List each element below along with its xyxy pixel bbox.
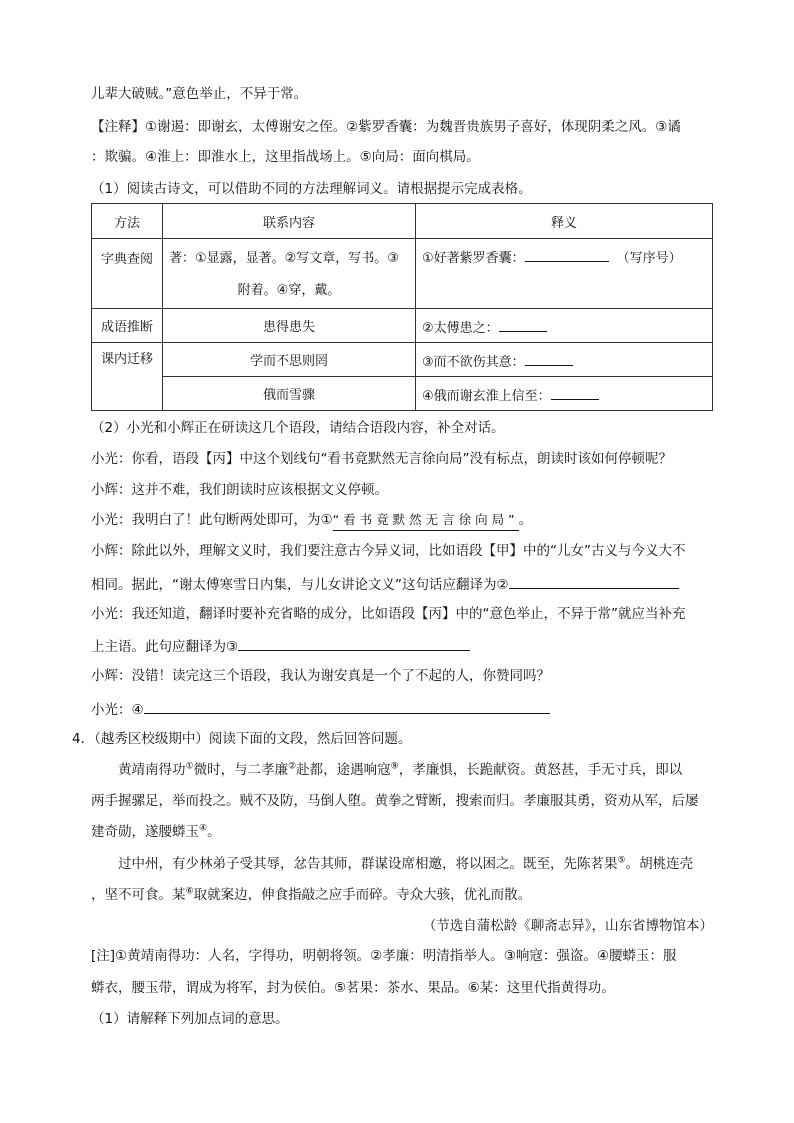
passage-continuation: 儿辈大破贼。”意色举止，不异于常。 [91, 86, 308, 102]
passage-text: 赴都，途遇响寇 [296, 762, 391, 778]
passage-text: 。 [207, 824, 221, 840]
answer-blank-3[interactable] [238, 635, 470, 651]
underlined-quote: “看书竟默然无言徐向局” [333, 510, 519, 531]
question-4-title: 4．（越秀区校级期中）阅读下面的文段，然后回答问题。 [72, 731, 412, 747]
answer-blank[interactable] [551, 384, 599, 400]
passage-source: （节选自蒲松龄《聊斋志异》，山东省博物馆本） [422, 918, 713, 934]
table-header-row [92, 204, 713, 239]
vocabulary-table [91, 203, 713, 411]
answer-label: ④俄而谢玄淮上信至： [422, 388, 551, 404]
passage-text: 取就案边，伸食指敲之应手而碎。寺众大骇，优礼而散。 [193, 887, 532, 903]
question-2-prompt: （2）小光和小辉正在研读这几个语段，请结合语段内容，补全对话。 [91, 420, 505, 436]
dialog-text: 小光：④ [91, 702, 144, 718]
note-mark: ⑥ [185, 886, 194, 897]
answer-cell [416, 377, 713, 411]
table-row [92, 309, 713, 343]
dialog-line: 小光：我还知道，翻译时要补充省略的成分，比如语段【丙】中的“意色举止，不异于常”就应当补充 [91, 606, 686, 622]
method-dictionary: 字典查阅 [92, 239, 163, 309]
answer-label: ①好著紫罗香囊： [422, 251, 525, 266]
dialog-line: 小辉：没错！读完这三个语段，我认为谢安真是一个了不起的人，你赞同吗？ [91, 668, 550, 684]
passage-line [91, 822, 221, 842]
question-1-prompt: （1）阅读古诗文，可以借助不同的方法理解词义。请根据提示完成表格。 [91, 181, 532, 197]
dialog-line [91, 635, 470, 657]
dialog-line: 小光：你看，语段【丙】中这个划线句“看书竟默然无言徐向局”没有标点，朗读时该如何停顿呢？ [91, 451, 672, 467]
content-cell: 学而不思则罔 [163, 343, 416, 377]
dialog-line [91, 510, 532, 531]
content-line-a: 著：①显露，显著。②写文章，写书。③ [169, 250, 399, 266]
method-idiom: 成语推断 [92, 309, 163, 343]
notes-line-1: [注]①黄靖南得功：人名，字得功，明朝将领。②孝廉：明清指举人。③响寇：强盗。④腰蟒玉：服 [91, 948, 677, 964]
header-meaning: 释义 [416, 204, 713, 239]
content-cell: 俄而雪骤 [163, 377, 416, 411]
content-line-b: 附着。④穿，戴。 [237, 282, 341, 298]
note-mark: ⑤ [617, 855, 626, 866]
table-row [92, 343, 713, 377]
passage-text: 建奇勋，遂腰蟒玉 [91, 824, 199, 840]
passage-line [91, 885, 531, 905]
dialog-line [91, 698, 550, 720]
header-content: 联系内容 [163, 204, 416, 239]
content-cell: 患得患失 [163, 309, 416, 343]
dialog-text: 上主语。此句应翻译为③ [91, 639, 239, 655]
passage-text: ，坚不可食。某 [91, 887, 186, 903]
table-row [92, 377, 713, 411]
passage-text: 。胡桃连壳 [625, 856, 694, 872]
passage-text: 过中州，有少林弟子受其辱，忿告其师，群谋设席相邀，将以困之。既至，先陈茗果 [118, 856, 618, 872]
note-mark: ② [288, 761, 297, 772]
passage-line [118, 760, 682, 780]
dialog-line: 小辉：这并不难，我们朗读时应该根据文义停顿。 [91, 482, 388, 498]
answer-blank-4[interactable] [144, 698, 550, 714]
header-method: 方法 [92, 204, 163, 239]
passage-text: ，孝廉惧，长跪献资。黄怒甚，手无寸兵，即以 [398, 762, 683, 778]
answer-blank[interactable] [525, 350, 573, 366]
notes-line-2: ：欺骗。④淮上：即淮水上，这里指战场上。⑤向局：面向棋局。 [91, 149, 480, 165]
dialog-text: 相同。据此，“谢太傅寒雪日内集，与儿女讲论文义”这句话应翻译为② [91, 577, 509, 593]
dialog-text: 。 [518, 512, 533, 528]
answer-cell [416, 239, 713, 309]
content-cell [163, 239, 416, 309]
dialog-line: 小辉：除此以外，理解文义时，我们要注意古今异义词，比如语段【甲】中的“儿女”古义与今义大不 [91, 543, 686, 559]
answer-cell [416, 343, 713, 377]
answer-blank-2[interactable] [509, 573, 679, 589]
answer-hint: （写序号） [616, 251, 682, 266]
passage-text: 黄靖南得功 [118, 762, 186, 778]
passage-line: 两手握骡足，举而投之。贼不及防，马倒人堕。黄拳之臂断，搜索而归。孝廉服其勇，资劝从军，后屡 [91, 793, 699, 809]
answer-blank[interactable] [499, 316, 547, 332]
dialog-text: 小光：我明白了！此句断两处即可，为① [91, 512, 333, 528]
answer-label: ②太傅患之： [422, 320, 499, 336]
notes-line-2: 蟒衣，腰玉带，谓成为将军，封为侯伯。⑤茗果：茶水、果品。⑥某：这里代指黄得功。 [91, 980, 615, 996]
notes-line-1: 【注释】①谢遏：即谢玄，太傅谢安之侄。②紫罗香囊：为魏晋贵族男子喜好，体现阴柔之风。③谲 [91, 119, 681, 135]
passage-text: 微时，与二孝廉 [193, 762, 289, 778]
passage-line [118, 854, 693, 874]
question-4-1-prompt: （1）请解释下列加点词的意思。 [91, 1011, 289, 1027]
note-mark: ① [185, 761, 194, 772]
answer-blank[interactable] [525, 246, 609, 262]
answer-cell [416, 309, 713, 343]
note-mark: ④ [199, 823, 208, 834]
table-row [92, 239, 713, 309]
method-transfer: 课内迁移 [92, 343, 163, 411]
dialog-line [91, 573, 679, 595]
answer-label: ③而不欲伤其意： [422, 354, 525, 370]
note-mark: ⑨ [390, 761, 399, 772]
